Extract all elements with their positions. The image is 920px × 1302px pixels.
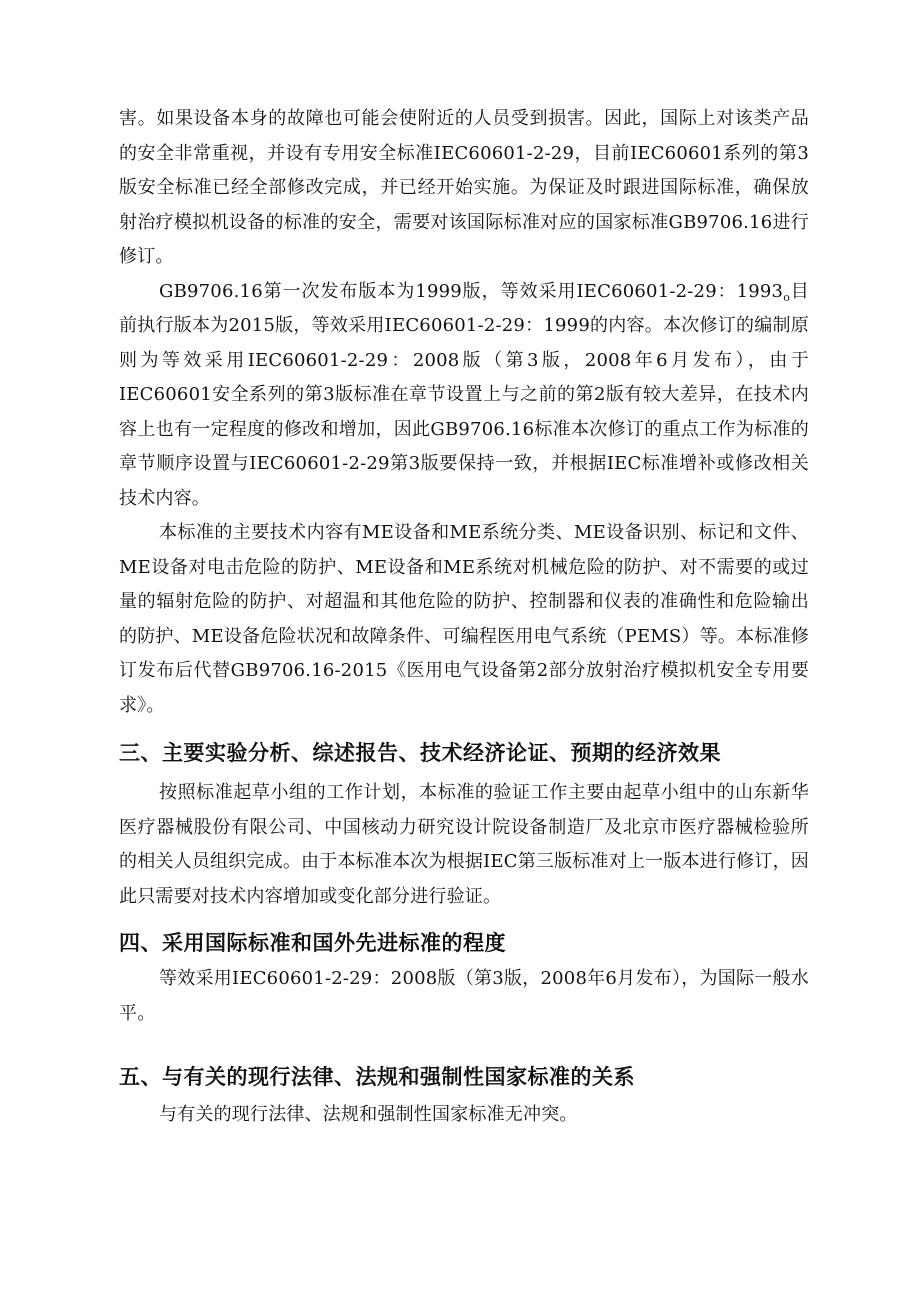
paragraph-adoption-level: 等效采用IEC60601-2-29：2008版（第3版，2008年6月发布），为国际一般水平。: [119, 968, 809, 1024]
subscript-mark: o: [783, 290, 791, 304]
paragraph-verification: 按照标准起草小组的工作计划，本标准的验证工作主要由起草小组中的山东新华医疗器械股份有限公司、中国核动力研究设计院设备制造厂及北京市医疗器械检验所的相关人员组织完成。由于本标准本次为根据IEC第三版标准对上一版本进行修订，因此只需要对技术内容增加或变化部分进行验证。: [119, 782, 809, 907]
section-heading-3: 三、主要实验分析、综述报告、技术经济论证、预期的经济效果: [119, 740, 721, 765]
document-body: [119, 102, 809, 1133]
paragraph-technical-content: 本标准的主要技术内容有ME设备和ME系统分类、ME设备识别、标记和文件、ME设备对电击危险的防护、ME设备和ME系统对机械危险的防护、对不需要的或过量的辐射危险的防护、对超温和其他危险的防护、控制器和仪表的准确性和危险输出的防护、ME设备危险状况和故障条件、可编程医用电气系统（PEMS）等。本标准修订发布后代替GB9706.16-2015《医用电气设备第2部分放射治疗模拟机安全专用要求》。: [119, 522, 809, 716]
paragraph-version-history-part1: GB9706.16第一次发布版本为1999版，等效采用IEC60601-2-29：1993: [159, 280, 784, 302]
section-heading-5: 五、与有关的现行法律、法规和强制性国家标准的关系: [119, 1064, 635, 1089]
paragraph-version-history-part2: 目前执行版本为2015版，等效采用IEC60601-2-29：1999的内容。本次修订的编制原则为等效采用IEC60601-2-29：2008版（第3版，2008年6月发布），由于IEC60601安全系列的第3版标准在章节设置上与之前的第2版有较大差异，在技术内容上也有一定程度的修改和增加，因此GB9706.16标准本次修订的重点工作为标准的章节顺序设置与IEC60601-2-29第3版要保持一致，并根据IEC标准增补或修改相关技术内容。: [119, 280, 809, 509]
paragraph-version-history: [119, 275, 809, 517]
section-heading-4: 四、采用国际标准和国外先进标准的程度: [119, 930, 506, 955]
paragraph-continuation: 害。如果设备本身的故障也可能会使附近的人员受到损害。因此，国际上对该类产品的安全非常重视，并设有专用安全标准IEC60601-2-29，目前IEC60601系列的第3版安全标准已经全部修改完成，并已经开始实施。为保证及时跟进国际标准，确保放射治疗模拟机设备的标准的安全，需要对该国际标准对应的国家标准GB9706.16进行修订。: [119, 108, 809, 267]
paragraph-law-relation: 与有关的现行法律、法规和强制性国家标准无冲突。: [159, 1104, 578, 1125]
